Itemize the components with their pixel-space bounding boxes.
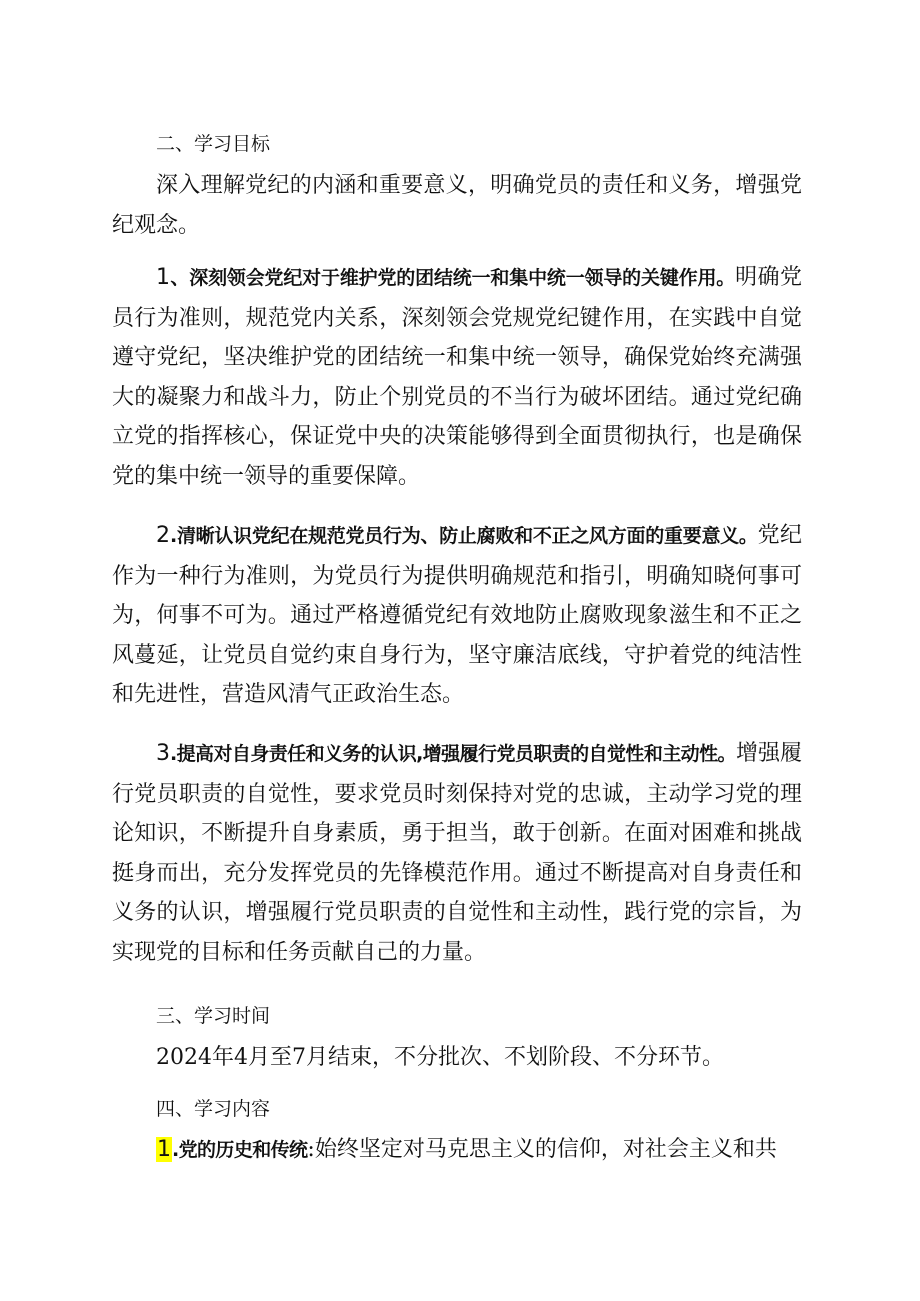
goal-item-3-body: 增强履行党员职责的自觉性，要求党员时刻保持对党的忠诚，主动学习党的理论知识，不断提升自身素质，勇于担当，敢于创新。在面对困难和挑战挺身而出，充分发挥党员的先锋模范作用。通过不断提高对自身责任和义务的认识，增强履行党员职责的自觉性和主动性，践行党的宗旨，为实现党的目标和任务贡献自己的力量。 [112, 741, 802, 965]
content-item-1-number: 1 [157, 1137, 171, 1162]
time-text: 2024年4月至7月结束，不分批次、不划阶段、不分环节。 [156, 1045, 724, 1070]
goals-intro-text: 深入理解党纪的内涵和重要意义，明确党员的责任和义务，增强党纪观念。 [112, 173, 802, 238]
goal-item-3-lead: .提高对自身责任和义务的认识,增强履行党员职责的自觉性和主动性。 [170, 743, 736, 765]
time-paragraph [112, 1038, 802, 1078]
goal-item-1-lead: 、深刻领会党纪对于维护党的团结统一和集中统一领导的关键作用。 [170, 267, 736, 289]
goal-item-2-lead: .清晰认识党纪在规范党员行为、防止腐败和不正之风方面的重要意义。 [170, 525, 758, 547]
content-item-1-paragraph [112, 1130, 802, 1171]
goal-item-2-body: 党纪作为一种行为准则，为党员行为提供明确规范和指引，明确知晓何事可为，何事不可为。通过严格遵循党纪有效地防止腐败现象滋生和不正之风蔓延，让党员自觉约束自身行为，坚守廉洁底线，守护着党的纯洁性和先进性，营造风清气正政治生态。 [112, 523, 802, 708]
goal-item-2-number: 2 [156, 523, 170, 548]
goal-item-2-paragraph [112, 516, 802, 715]
goals-intro-paragraph [112, 166, 802, 245]
content-item-1-lead: .党的历史和传统 [172, 1139, 308, 1161]
goal-item-1-body: 明确党员行为准则，规范党内关系，深刻领会党规党纪键作用，在实践中自觉遵守党纪，坚决维护党的团结统一和集中统一领导，确保党始终充满强大的凝聚力和战斗力，防止个别党员的不当行为破坏团结。通过党纪确立党的指挥核心，保证党中央的决策能够得到全面贯彻执行，也是确保党的集中统一领导的重要保障。 [112, 265, 802, 489]
goals-heading: 二、学习目标 [156, 133, 271, 155]
goal-item-3-paragraph [112, 734, 802, 973]
goal-item-3-number: 3 [156, 741, 170, 766]
goal-item-1-number: 1 [156, 265, 170, 290]
time-heading: 三、学习时间 [156, 1005, 271, 1027]
goal-item-1-paragraph [112, 258, 802, 497]
content-item-1-body: :始终坚定对马克思主义的信仰，对社会主义和共 [307, 1137, 777, 1162]
content-heading: 四、学习内容 [156, 1098, 271, 1120]
